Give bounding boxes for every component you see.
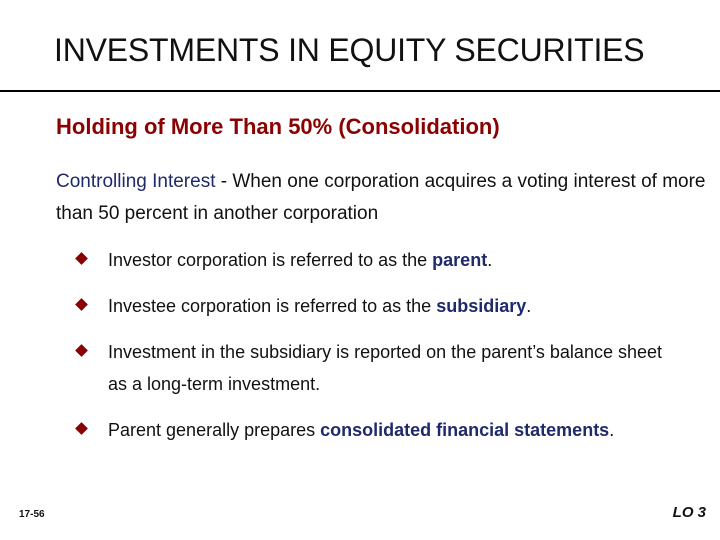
diamond-bullet-icon [75,344,88,357]
bullet-highlight: parent [432,250,488,270]
bullet-text-end: . [487,250,493,270]
title-divider [0,90,720,92]
bullet-highlight: subsidiary [436,296,527,316]
bullet-text: Investee corporation is referred to as the [108,296,437,316]
diamond-bullet-icon [75,252,88,265]
bullet-item [75,414,675,446]
intro-term: Controlling Interest [56,171,216,192]
bullet-text: Parent generally prepares [108,420,321,440]
bullet-text-end: . [609,420,615,440]
diamond-bullet-icon [75,422,88,435]
bullet-list [75,244,675,460]
intro-paragraph [56,166,706,230]
slide-number: 17-56 [19,509,45,520]
slide-subtitle: Holding of More Than 50% (Consolidation) [56,114,500,139]
bullet-highlight: consolidated financial statements [320,420,610,440]
bullet-item [75,290,675,322]
diamond-bullet-icon [75,298,88,311]
bullet-text-end: . [526,296,532,316]
bullet-item [75,336,675,400]
bullet-text: Investor corporation is referred to as the [108,250,433,270]
intro-text: - When one corporation acquires a voting interest of more than 50 percent in another corporation [56,171,706,224]
learning-objective-label: LO 3 [672,504,706,521]
bullet-text: Investment in the subsidiary is reported on the parent’s balance sheet as a long-term investment. [108,342,663,394]
slide-title: INVESTMENTS IN EQUITY SECURITIES [54,32,645,68]
bullet-item [75,244,675,276]
